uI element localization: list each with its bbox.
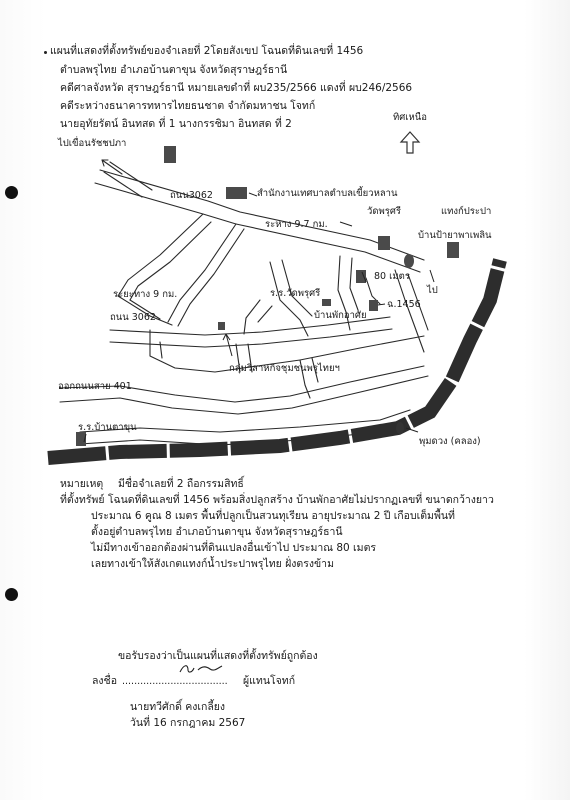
arrow-plot [378, 304, 385, 305]
road-to-dam [104, 162, 152, 197]
label-road-3062-top: ถนน3062 [170, 190, 213, 201]
sign-role: ผู้แทนโจทก์ [243, 675, 296, 687]
header-case-number: คดีศาลจังหวัด สุราษฎร์ธานี หมายเลขดำที่ ผบ235/2566 แดงที่ ผบ246/2566 [60, 82, 413, 94]
signer-name: นายทวีศักดิ์ คงเกลี้ยง [130, 701, 226, 713]
arrow-municipality [249, 193, 257, 196]
temple-building [378, 236, 390, 250]
remarks-label: หมายเหตุ [60, 478, 104, 490]
house-marker [322, 299, 331, 306]
label-house: บ้านพักอาศัย [314, 310, 367, 321]
header-location: ตำบลพรุไทย อำเภอบ้านตาขุน จังหวัดสุราษฎร์ธานี [60, 64, 288, 76]
road-link-east [395, 270, 428, 352]
label-school-temple: ร.ร.วัดพรุศรี [270, 288, 321, 299]
label-distance-9: ระยะทาง 9 กม. [113, 289, 178, 300]
plot-marker [356, 270, 366, 283]
canal-end-marker [396, 422, 404, 434]
arrow-community [223, 334, 232, 356]
signature-mark [176, 660, 236, 676]
header-title: แผนที่แสดงที่ตั้งทรัพย์ของจำเลยที่ 2โดยสังเขป โฉนดที่ดินเลขที่ 1456 [50, 45, 364, 57]
label-go: ไป [427, 285, 438, 296]
certify-statement: ขอรับรองว่าเป็นแผนที่แสดงที่ตั้งทรัพย์ถูกต้อง [118, 650, 318, 662]
community-marker [218, 322, 225, 330]
dam-marker [164, 146, 176, 163]
arrow-distance [340, 222, 352, 226]
road-link-mid [244, 300, 272, 334]
label-school-bantakhun: ร.ร.บ้านตาขุน [78, 422, 137, 433]
sign-dotted-line: ................................... [122, 676, 228, 687]
label-plot-1456: ฉ.1456 [387, 299, 421, 310]
remarks-landmark: เลยทางเข้าให้สังเกตแทงก์น้ำประปาพรุไทย ฝั่งตรงข้าม [91, 558, 334, 570]
house-yaipa [447, 242, 459, 258]
header-parties: คดีระหว่างธนาคารทหารไทยธนชาต จำกัดมหาชน โจทก์ [60, 100, 316, 112]
label-house-yaipa: บ้านป้ายาพาเพลิน [418, 230, 492, 241]
label-municipality: สำนักงานเทศบาลตำบลเขี้ยวหลาน [257, 188, 398, 199]
label-water-tank: แทงก์ประปา [441, 206, 492, 217]
remarks-owner: มีชื่อจำเลยที่ 2 ถือกรรมสิทธิ์ [118, 478, 244, 490]
label-community: กลุ่มวิสาหกิจชุมชนพรุไทยฯ [229, 363, 340, 374]
label-exit-401: ออกถนนสาย 401 [58, 381, 132, 392]
label-temple: วัดพรุศรี [367, 206, 402, 217]
road-west-b [168, 224, 244, 326]
header-defendants: นายอุทัยรัตน์ อินทสด ที่ 1 นางกรรชิมา อินทสด ที่ 2 [60, 118, 292, 130]
label-canal: พุมดวง (คลอง) [419, 436, 481, 447]
sign-date: วันที่ 16 กรกฎาคม 2567 [130, 717, 246, 729]
remarks-size: ประมาณ 6 คูณ 8 เมตร พื้นที่ปลูกเป็นสวนทุเรียน อายุประมาณ 2 ปี เกือบเต็มพื้นที่ [91, 510, 455, 522]
north-arrow-icon [401, 132, 419, 153]
water-tank-marker [404, 254, 414, 268]
road-west-a [118, 214, 211, 300]
label-80m: 80 เมตร [374, 271, 410, 282]
label-distance-9-7: ระหาง 9.7 กม. [265, 219, 328, 230]
label-road-3062: ถนน 3062 [110, 312, 156, 323]
remarks-access: ไม่มีทางเข้าออกต้องผ่านที่ดินแปลงอื่นเข้าไป ประมาณ 80 เมตร [91, 542, 377, 554]
plot-1456-marker [369, 300, 378, 311]
arrow-go [430, 270, 434, 282]
sign-label: ลงชื่อ [92, 675, 117, 687]
label-dam: ไปเขื่อนรัชชปภา [58, 138, 127, 149]
remarks-property: ที่ตั้งทรัพย์ โฉนดที่ดินเลขที่ 1456 พร้อมสิ่งปลูกสร้าง บ้านพักอาศัยไม่ปรากฏเลขที่ ขนาดกว้างยาว [60, 494, 494, 506]
north-label: ทิศเหนือ [393, 112, 428, 123]
municipality-building [226, 187, 247, 199]
remarks-location: ตั้งอยู่ตำบลพรุไทย อำเภอบ้านตาขุน จังหวัดสุราษฎร์ธานี [91, 526, 343, 538]
